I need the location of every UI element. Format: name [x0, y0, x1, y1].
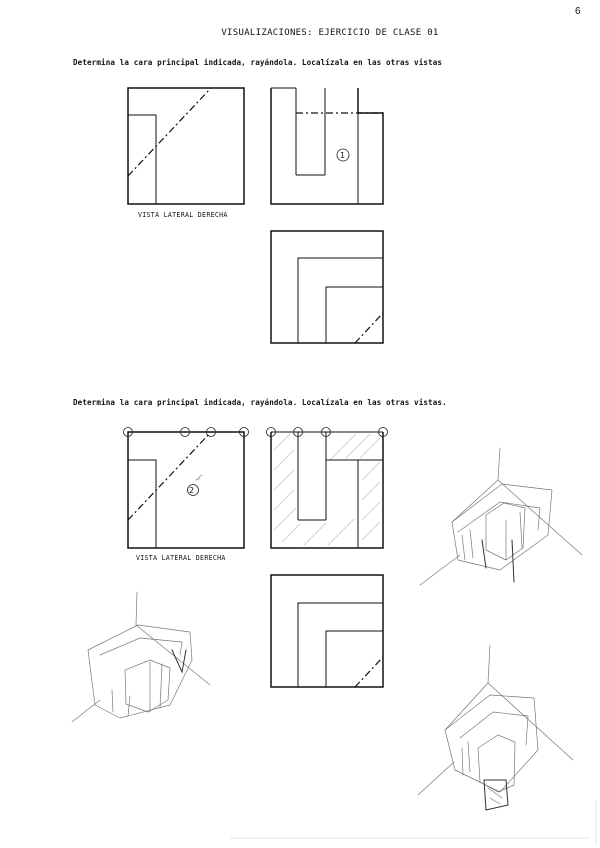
- ex2-front-view: [267, 428, 388, 549]
- exercise-1-caption: VISTA LATERAL DERECHA: [138, 211, 228, 219]
- ex1-right-side-view: [128, 88, 244, 204]
- page-number: 6: [575, 6, 581, 17]
- ex2-right-side-view: [124, 428, 249, 549]
- isometric-sketch-right-bottom: [418, 645, 573, 810]
- ex1-marker-label: 1: [340, 151, 346, 160]
- exercise-1-instruction: Determina la cara principal indicada, rayándola. Localízala en las otras vistas: [73, 58, 443, 67]
- exercise-2-caption: VISTA LATERAL DERECHA: [136, 554, 226, 562]
- isometric-sketch-right-top: [420, 448, 582, 585]
- isometric-sketch-left: [72, 592, 210, 722]
- ex2-front-hatching: [274, 434, 382, 545]
- ex1-top-view: [271, 231, 383, 343]
- exercise-2-instruction: Determina la cara principal indicada, rayándola. Localízala en las otras vistas.: [73, 398, 447, 407]
- ex2-marker-label: 2: [189, 486, 195, 495]
- ex1-front-view: [271, 88, 383, 204]
- page-title: VISUALIZACIONES: EJERCICIO DE CLASE 01: [221, 28, 439, 38]
- ex2-top-view: [271, 575, 383, 687]
